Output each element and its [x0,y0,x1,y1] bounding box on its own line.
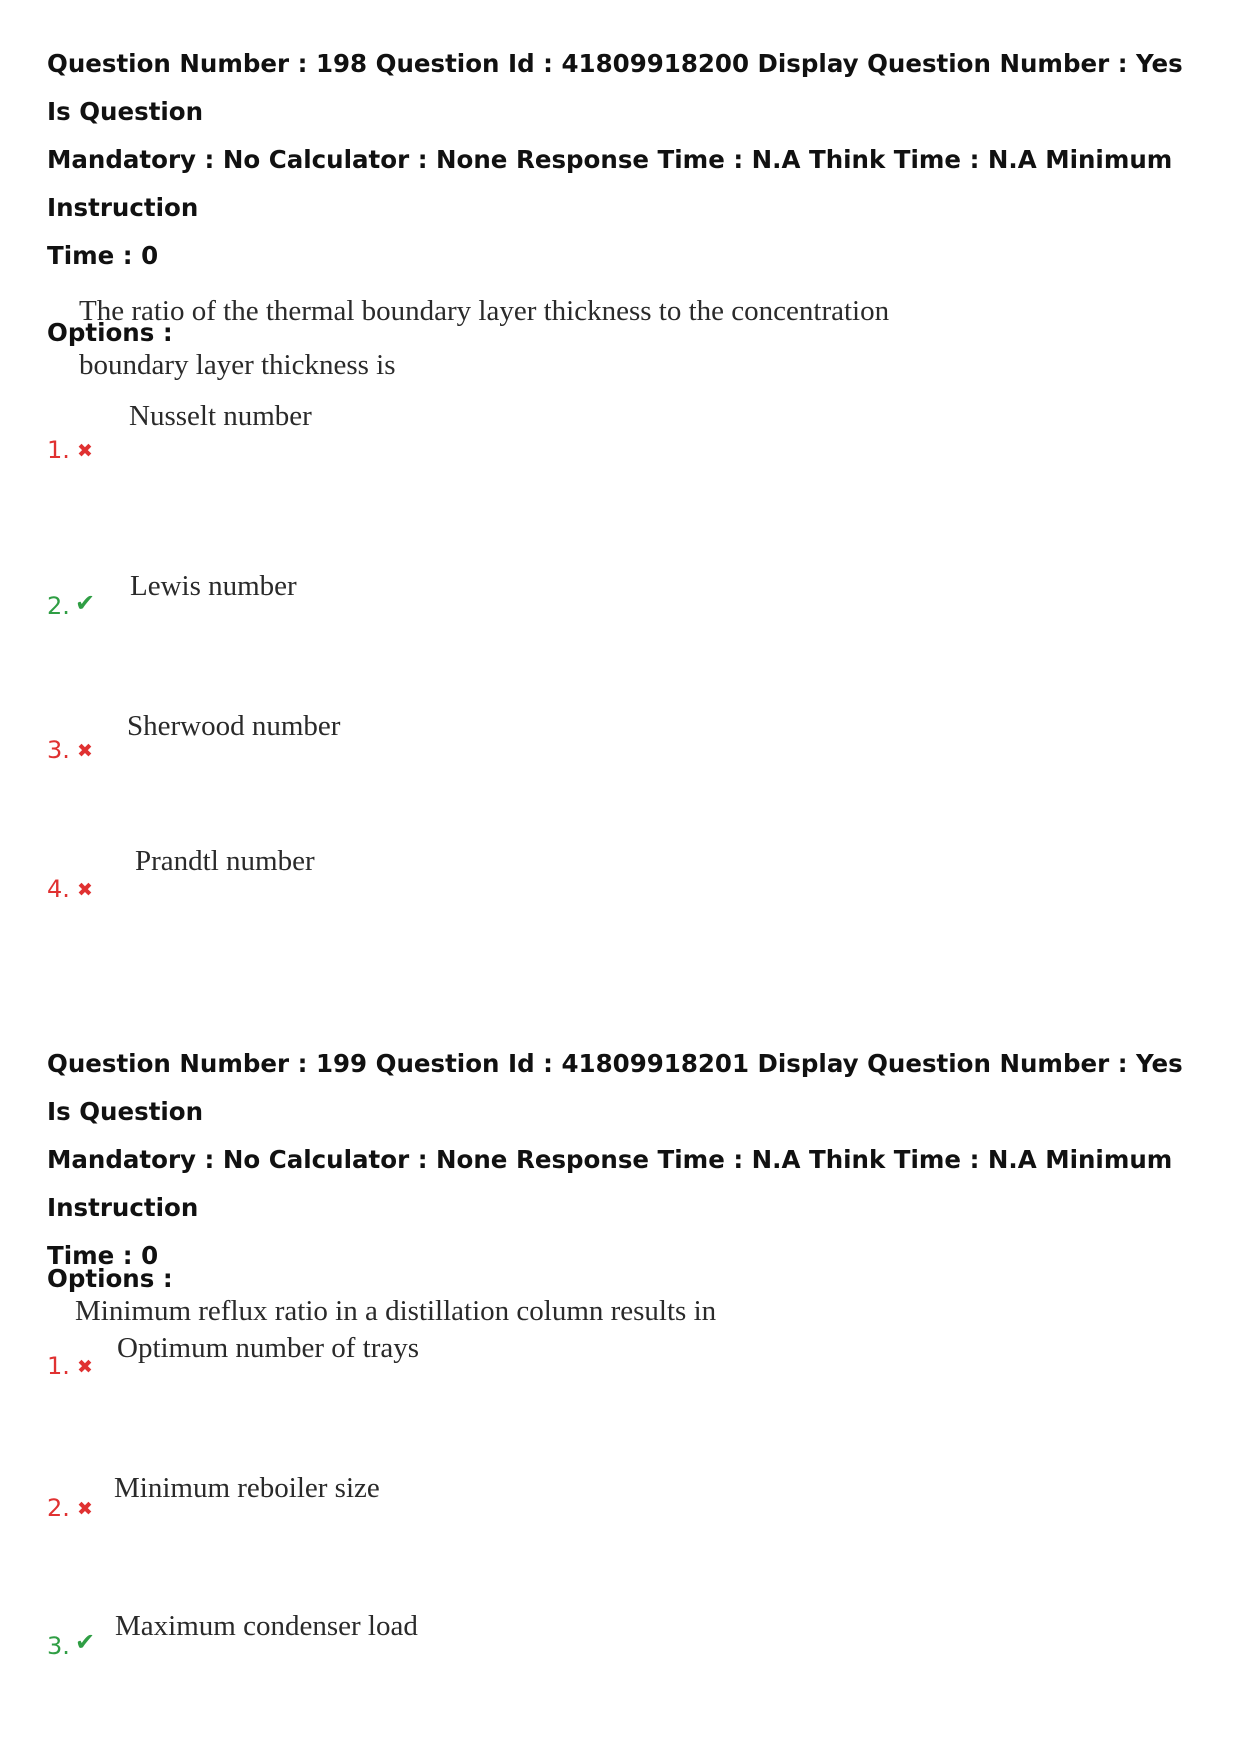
option-number: 1. [47,436,70,464]
option-item [47,710,747,770]
option-number: 2. [47,1494,70,1522]
cross-icon: ✖ [77,879,93,901]
option-number: 3. [47,736,70,764]
option-item [47,570,747,630]
option-text: Nusselt number [129,400,312,432]
question-meta-line: Time : 0 [47,241,159,270]
option-text: Prandtl number [135,845,315,877]
option-item [47,1472,747,1532]
option-text: Optimum number of trays [117,1332,420,1364]
options-label: Options : [47,318,173,347]
question-199 [47,1040,1212,1660]
option-item [47,845,747,905]
question-meta-line: Time : 0 [47,1241,159,1270]
option-item [47,400,747,464]
option-text: Lewis number [130,570,297,602]
option-number: 3. [47,1632,70,1660]
cross-icon: ✖ [77,1356,93,1378]
question-meta-line: Mandatory : No Calculator : None Response Time : N.A Think Time : N.A Minimum Instruction [47,145,1173,222]
option-text: Maximum condenser load [115,1610,418,1642]
option-item [47,1332,747,1392]
question-text: Minimum reflux ratio in a distillation column results in [75,1295,717,1327]
question-meta-line: Question Number : 199 Question Id : 41809918201 Display Question Number : Yes Is Question [47,1049,1183,1126]
check-icon: ✔ [75,1628,96,1656]
cross-icon: ✖ [77,440,93,462]
option-number: 1. [47,1352,70,1380]
question-meta-line: Question Number : 198 Question Id : 41809918200 Display Question Number : Yes Is Question [47,49,1183,126]
option-number: 4. [47,875,70,903]
question-meta-line: Mandatory : No Calculator : None Response Time : N.A Think Time : N.A Minimum Instruction [47,1145,1173,1222]
question-198 [47,40,1212,903]
option-text: Sherwood number [127,710,341,742]
options-label: Options : [47,1264,173,1293]
option-item [47,1610,747,1670]
question-text: The ratio of the thermal boundary layer thickness to the concentration boundary layer thickness is [79,295,890,381]
option-number: 2. [47,592,70,620]
check-icon: ✔ [75,589,96,617]
cross-icon: ✖ [77,740,93,762]
cross-icon: ✖ [77,1498,93,1520]
option-text: Minimum reboiler size [114,1472,380,1504]
